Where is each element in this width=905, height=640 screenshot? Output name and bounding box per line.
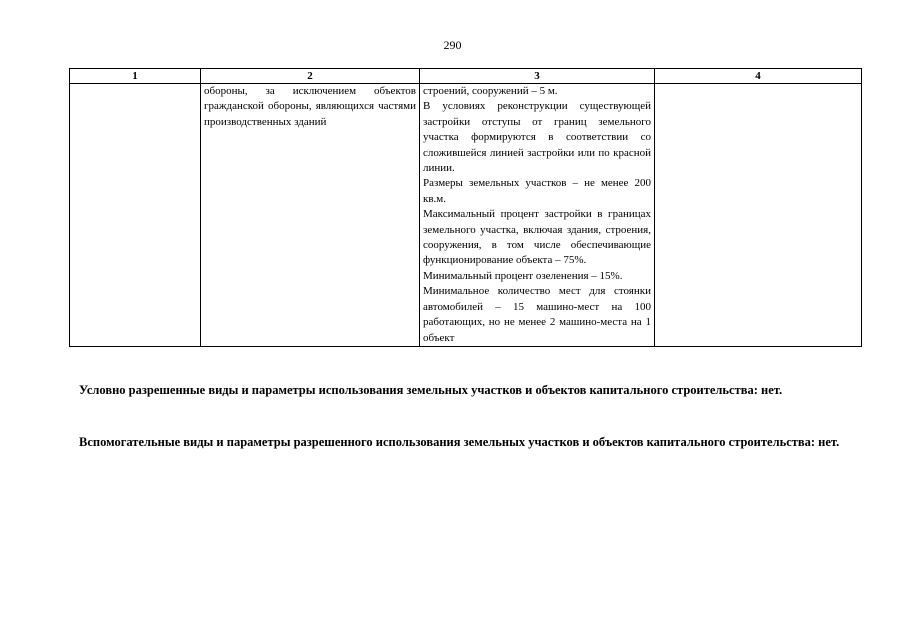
table-header-col-3: 3	[420, 69, 655, 84]
parameter-paragraph: Минимальное количество мест для стоянки автомобилей – 15 машино-мест на 100 работающих, но не менее 2 машино-места на 1 объект	[423, 285, 651, 344]
table-row	[70, 84, 862, 347]
table-header-col-4: 4	[655, 69, 862, 84]
table-cell-col-1	[70, 84, 201, 347]
use-type-text: обороны, за исключением объектов гражданской обороны, являющихся частями производственных зданий	[204, 85, 416, 128]
zoning-table	[69, 68, 862, 347]
parameter-paragraph: В условиях реконструкции существующей застройки отступы от границ земельного участка формируются в соответствии со сложившейся линией застройки или по красной линии.	[423, 100, 651, 175]
table-header-row	[70, 69, 862, 84]
parameter-paragraph: строений, сооружений – 5 м.	[423, 85, 558, 97]
conditional-uses-paragraph: Условно разрешенные виды и параметры использования земельных участков и объектов капитального строительства: нет.	[79, 383, 783, 397]
table-header-col-1: 1	[70, 69, 201, 84]
table-cell-col-2	[201, 84, 420, 347]
page-number: 290	[443, 38, 462, 52]
table-cell-col-3	[420, 84, 655, 347]
table-cell-col-4	[655, 84, 862, 347]
auxiliary-uses-paragraph: Вспомогательные виды и параметры разрешенного использования земельных участков и объектов капитального строительства: нет.	[79, 435, 840, 449]
parameter-paragraph: Минимальный процент озеленения – 15%.	[423, 269, 623, 282]
parameter-paragraph: Размеры земельных участков – не менее 200 кв.м.	[423, 177, 651, 205]
table-header-col-2: 2	[201, 69, 420, 84]
parameter-paragraph: Максимальный процент застройки в границах земельного участка, включая здания, строения, сооружения, в том числе обеспечивающие функционирование объекта – 75%.	[423, 208, 651, 267]
